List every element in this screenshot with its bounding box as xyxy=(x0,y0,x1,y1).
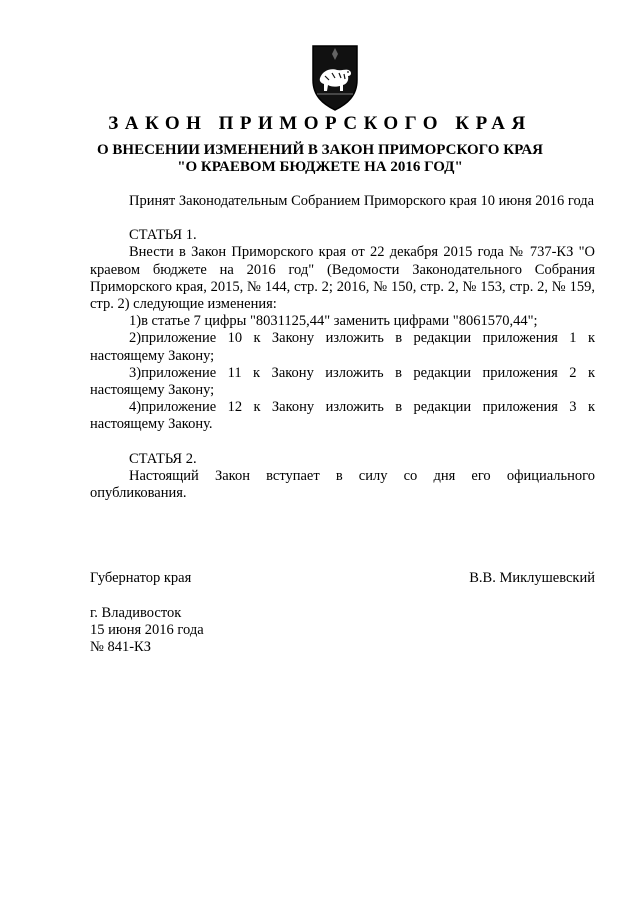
signature-block xyxy=(90,570,595,587)
adoption-statement: Принят Законодательным Собранием Приморского края 10 июня 2016 года xyxy=(129,193,595,209)
article-1-item: 3)приложение 11 к Закону изложить в редакции приложения 2 к настоящему Закону; xyxy=(90,364,595,399)
law-title: ЗАКОН ПРИМОРСКОГО КРАЯ xyxy=(108,113,532,134)
article-1-item: 2)приложение 10 к Закону изложить в редакции приложения 1 к настоящему Закону; xyxy=(90,330,595,364)
signature-name: В.В. Миклушевский xyxy=(469,570,595,586)
article-1-intro: Внести в Закон Приморского края от 22 декабря 2015 года № 737-КЗ "О краевом бюджете на 2016 год" (Ведомости Законодательного Собрания Приморского края, 2015, № 144, стр. 2; 2016, № 150, стр. 2, № 153, стр. 2, № 159, стр. 2) следующие изменения: xyxy=(90,244,595,313)
law-number: № 841-КЗ xyxy=(90,639,151,656)
law-subtitle xyxy=(0,142,640,176)
article-1-heading: СТАТЬЯ 1. xyxy=(129,227,197,244)
signing-date: 15 июня 2016 года xyxy=(90,622,204,639)
subtitle-line-1: О ВНЕСЕНИИ ИЗМЕНЕНИЙ В ЗАКОН ПРИМОРСКОГО КРАЯ xyxy=(97,142,543,158)
article-1-item: 1)в статье 7 цифры "8031125,44" заменить цифрами "8061570,44"; xyxy=(129,313,538,330)
law-body xyxy=(90,193,595,502)
signature-title: Губернатор края xyxy=(90,570,192,586)
article-2-heading: СТАТЬЯ 2. xyxy=(129,450,197,467)
subtitle-line-2: "О КРАЕВОМ БЮДЖЕТЕ НА 2016 ГОД" xyxy=(177,159,463,175)
signing-city: г. Владивосток xyxy=(90,605,182,621)
article-1-item: 4)приложение 12 к Закону изложить в редакции приложения 3 к настоящему Закону. xyxy=(90,399,595,433)
signing-details xyxy=(90,605,204,657)
article-2-text: Настоящий Закон вступает в силу со дня его официального опубликования. xyxy=(90,467,595,502)
primorsky-krai-coat-of-arms-icon xyxy=(305,40,365,112)
